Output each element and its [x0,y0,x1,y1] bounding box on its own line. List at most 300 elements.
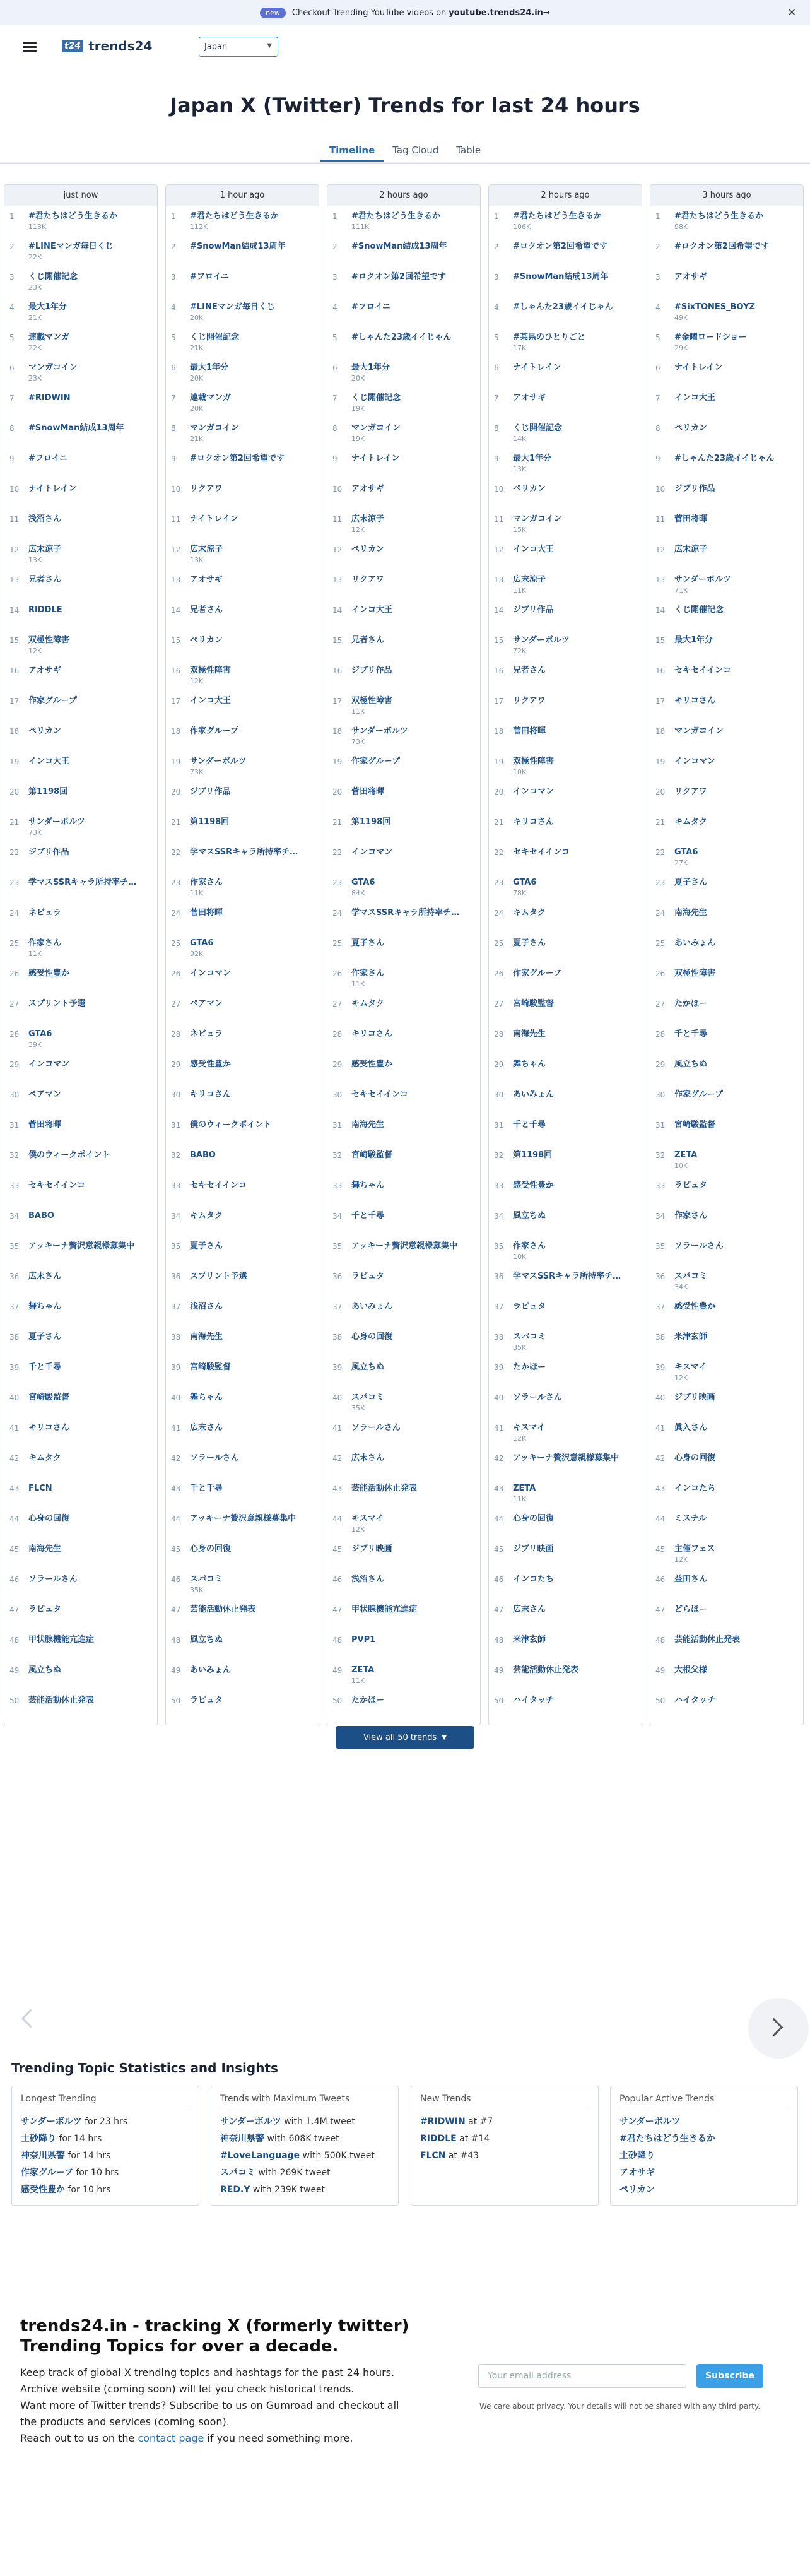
stats-trend-link[interactable]: #君たちはどう生きるか [619,2134,715,2144]
trend-link[interactable]: サンダーボルツ [190,757,247,766]
trend-link[interactable]: 甲状腺機能亢進症 [28,1635,95,1645]
stats-trend-link[interactable]: #RIDWIN [420,2117,466,2127]
trend-link[interactable]: マンガコイン [513,514,562,524]
trend-link[interactable]: #SixTONES_BOYZ [674,302,755,312]
trend-link[interactable]: 菅田将暉 [190,908,223,918]
trend-link[interactable]: BABO [28,1211,54,1220]
next-arrow-icon[interactable] [748,1998,809,2059]
trend-link[interactable]: 最大1年分 [351,363,390,372]
trend-link[interactable]: #某県のひとりごと [513,333,585,342]
trend-link[interactable]: 双極性障害 [28,635,70,645]
trend-link[interactable]: スプリント予選 [190,1272,247,1281]
trend-link[interactable]: 甲状腺機能亢進症 [351,1605,418,1614]
email-input[interactable]: Your email address [478,2364,686,2388]
trend-link[interactable]: ナイトレイン [351,454,400,463]
trend-link[interactable]: 南海先生 [674,908,708,918]
trend-link[interactable]: ラピュタ [190,1696,223,1705]
trend-link[interactable]: アッキーナ贅沢意親様募集中 [28,1241,135,1251]
view-all-trends-button[interactable] [336,1726,474,1749]
trend-link[interactable]: 広末さん [513,1605,546,1614]
trend-link[interactable]: #金曜ロードショー [674,333,747,342]
trend-link[interactable]: #しゃんた23歳イイじゃん [351,333,452,342]
stats-trend-link[interactable]: サンダーボルツ [220,2117,281,2127]
trend-item [650,844,803,874]
trend-link[interactable]: 大根父様 [674,1665,708,1675]
trend-link[interactable]: 作家さん [190,878,223,887]
trend-link[interactable]: 学マスSSRキャラ所持率チ… [351,908,460,918]
trend-link[interactable]: #ロクオン第2回希望です [351,272,446,281]
trend-link[interactable]: 広末さん [190,1423,223,1433]
trend-link[interactable]: 風立ちぬ [351,1362,385,1372]
trend-link[interactable]: 芸能活動休止発表 [351,1484,418,1493]
country-select[interactable] [199,37,278,57]
trend-link[interactable]: ZETA [351,1665,375,1675]
trend-link[interactable]: 宮崎駿監督 [28,1393,70,1402]
trend-link[interactable]: 作家さん [513,1241,546,1251]
stats-trend-link[interactable]: 作家グループ [21,2168,73,2178]
stats-heading: Trending Topic Statistics and Insights [11,2060,278,2076]
trend-link[interactable]: ペアマン [190,999,223,1008]
stats-trend-link[interactable]: 感受性豊か [21,2185,65,2195]
trend-link[interactable]: 南海先生 [190,1332,223,1342]
trend-link[interactable]: 芸能活動休止発表 [28,1696,95,1705]
trend-item [166,268,319,298]
trend-link[interactable]: ソラールさん [190,1453,239,1463]
stats-trend-link[interactable]: 土砂降り [21,2134,56,2144]
trend-link[interactable]: 菅田将暉 [513,726,546,736]
trend-link[interactable]: キリコさん [28,1423,69,1433]
trend-link[interactable]: #ロクオン第2回希望です [513,242,608,251]
trend-link[interactable]: 双極性障害 [351,696,393,706]
trend-link[interactable]: PVP1 [351,1635,376,1645]
trend-link[interactable]: #LINEマンガ毎日くじ [28,242,114,251]
trend-link[interactable]: 舞ちゃん [513,1060,546,1069]
trend-link[interactable]: ジブリ映画 [351,1544,392,1554]
stats-trend-link[interactable]: 神奈川県警 [220,2134,264,2144]
hamburger-icon[interactable] [23,40,37,54]
trend-link[interactable]: 風立ちぬ [674,1060,708,1069]
trend-link[interactable]: 心身の回復 [513,1514,555,1523]
trend-link[interactable]: 学マスSSRキャラ所持率チ… [28,878,137,887]
trend-link[interactable]: 感受性豊か [28,969,70,978]
trend-link[interactable]: キムタク [28,1453,61,1463]
trend-link[interactable]: スパコミ [674,1272,708,1281]
trend-column [327,184,481,1725]
trend-link[interactable]: キリコさん [351,1029,392,1039]
trend-link[interactable]: 舞ちゃん [28,1302,62,1311]
trend-link[interactable]: 夏子さん [190,1241,223,1251]
trend-link[interactable]: あいみょん [513,1090,555,1099]
trend-link[interactable]: ジブリ作品 [674,484,715,493]
trend-link[interactable]: スパコミ [351,1393,385,1402]
trend-link[interactable]: 宮崎駿監督 [674,1120,716,1130]
trend-item [489,1540,642,1571]
stats-card [11,2086,199,2206]
trend-link[interactable]: GTA6 [190,938,214,948]
trend-link[interactable]: インコマン [351,848,393,857]
trend-link[interactable]: キリコさん [190,1090,231,1099]
trend-link[interactable]: 米津玄師 [674,1332,708,1342]
trend-link[interactable]: ラピュタ [674,1181,708,1190]
banner-link[interactable]: youtube.trends24.in→ [449,8,550,18]
trend-link[interactable]: セキセイインコ [674,666,731,675]
trend-link[interactable]: ナイトレイン [513,363,561,372]
trend-link[interactable]: サンダーボルツ [674,575,731,584]
tab-timeline[interactable]: Timeline [320,141,384,162]
trend-link[interactable]: くじ開催記念 [674,605,724,615]
contact-page-link[interactable]: contact page [138,2432,204,2444]
trend-link[interactable]: 作家グループ [190,726,238,736]
trend-link[interactable]: 兄者さん [513,666,546,675]
trend-link[interactable]: 芸能活動休止発表 [190,1605,256,1614]
trend-link[interactable]: 兄者さん [28,575,62,584]
trend-link[interactable]: リクアワ [513,696,546,706]
trend-link[interactable]: インコたち [674,1484,716,1493]
trend-link[interactable]: リクアワ [674,787,707,796]
stats-trend-link[interactable]: RED.Y [220,2185,250,2195]
trend-link[interactable]: 千と千尋 [513,1120,546,1130]
trend-link[interactable]: セキセイインコ [513,848,570,857]
trend-link[interactable]: 感受性豊か [190,1060,232,1069]
trend-link[interactable]: 心身の回復 [351,1332,393,1342]
trend-link[interactable]: 南海先生 [513,1029,546,1039]
trend-link[interactable]: キムタク [674,817,707,827]
trend-link[interactable]: 米津玄師 [513,1635,546,1645]
trend-link[interactable]: 広末涼子 [674,545,708,554]
trend-link[interactable]: 作家グループ [351,757,400,766]
trend-link[interactable]: ソラールさん [28,1575,78,1584]
stats-trend-link[interactable]: スパコミ [220,2168,255,2178]
trend-link[interactable]: ZETA [674,1150,698,1160]
trend-link[interactable]: #しゃんた23歳イイじゃん [513,302,613,312]
trend-link[interactable]: 広末涼子 [513,575,546,584]
trend-link[interactable]: くじ開催記念 [513,423,563,433]
trend-item [327,995,480,1025]
trend-link[interactable]: 感受性豊か [513,1181,555,1190]
trend-link[interactable]: キスマイ [513,1423,546,1433]
trend-link[interactable]: キスマイ [351,1514,384,1523]
trend-link[interactable]: インコ大王 [28,757,70,766]
tab-tag-cloud[interactable]: Tag Cloud [392,145,439,156]
trend-link[interactable]: 双極性障害 [674,969,716,978]
trend-link[interactable]: キリコさん [674,696,715,706]
trend-link[interactable]: アオサギ [351,484,384,493]
trend-link[interactable]: たかほー [674,999,708,1008]
trend-link[interactable]: サンダーボルツ [28,817,85,827]
stats-trend-link[interactable]: ペリカン [619,2185,655,2195]
trend-link[interactable]: ジブリ作品 [28,848,69,857]
tab-table[interactable]: Table [456,145,481,156]
trend-item [650,1480,803,1510]
trend-link[interactable]: ラピュタ [513,1302,546,1311]
trend-link[interactable]: #SnowMan結成13周年 [28,423,124,433]
trend-link[interactable]: ソラールさん [351,1423,401,1433]
trend-link[interactable]: 広末涼子 [28,545,62,554]
trend-link[interactable]: くじ開催記念 [28,272,78,281]
trend-link[interactable]: 学マスSSRキャラ所持率チ… [190,848,298,857]
trend-link[interactable]: キスマイ [674,1362,707,1372]
trend-link[interactable]: ペリカン [351,545,384,554]
trend-link[interactable]: 眞入さん [674,1423,708,1433]
trend-link[interactable]: ナイトレイン [28,484,77,493]
trend-link[interactable]: 南海先生 [28,1544,62,1554]
trend-link[interactable]: ミスチル [674,1514,707,1523]
trend-link[interactable]: サンダーボルツ [513,635,570,645]
trend-link[interactable]: 作家さん [351,969,385,978]
trend-link[interactable]: #君たちはどう生きるか [674,211,763,221]
trend-link[interactable]: 宮崎駿監督 [351,1150,393,1160]
trend-link[interactable]: #SnowMan結成13周年 [351,242,447,251]
trend-link[interactable]: #フロイニ [190,272,229,281]
trend-link[interactable]: 最大1年分 [674,635,713,645]
trend-link[interactable]: ジブリ映画 [513,1544,554,1554]
trend-link[interactable]: あいみょん [190,1665,232,1675]
trend-link[interactable]: FLCN [28,1484,52,1493]
trend-link[interactable]: 千と千尋 [190,1484,223,1493]
trend-link[interactable]: インコ大王 [513,545,555,554]
trend-link[interactable]: 双極性障害 [513,757,555,766]
trend-link[interactable]: ペリカン [190,635,223,645]
trend-link[interactable]: 夏子さん [674,878,708,887]
trend-link[interactable]: #フロイニ [28,454,68,463]
trend-link[interactable]: #君たちはどう生きるか [190,211,279,221]
trend-link[interactable]: インコマン [674,757,716,766]
trend-link[interactable]: 感受性豊か [674,1302,716,1311]
stats-trend-link[interactable]: サンダーボルツ [619,2117,681,2127]
stats-trend-link[interactable]: 神奈川県警 [21,2151,65,2161]
trend-rank: 25 [332,939,343,948]
trend-link[interactable]: アオサギ [674,272,707,281]
trend-link[interactable]: 心身の回復 [674,1453,716,1463]
trend-link[interactable]: ジブリ作品 [190,787,231,796]
trend-link[interactable]: キムタク [513,908,546,918]
trend-link[interactable]: 第1198回 [351,817,391,827]
trend-link[interactable]: くじ開催記念 [190,333,240,342]
trend-rank: 14 [9,606,20,615]
trend-link[interactable]: インコ大王 [351,605,393,615]
trend-link[interactable]: アッキーナ贅沢意親様募集中 [190,1514,296,1523]
trend-link[interactable]: 菅田将暉 [28,1120,62,1130]
trend-link[interactable]: 浅沼さん [190,1302,223,1311]
trend-link[interactable]: 兄者さん [351,635,385,645]
trend-link[interactable]: サンダーボルツ [351,726,408,736]
trend-link[interactable]: ハイタッチ [674,1696,716,1705]
trend-link[interactable]: #フロイニ [351,302,390,312]
trend-link[interactable]: ネビュラ [28,908,62,918]
trend-link[interactable]: ペアマン [28,1090,62,1099]
previous-arrow-icon[interactable] [0,1988,50,2051]
trend-link[interactable]: たかほー [513,1362,546,1372]
trend-link[interactable]: 宮崎駿監督 [513,999,555,1008]
trend-link[interactable]: 舞ちゃん [351,1181,385,1190]
trend-link[interactable]: 益田さん [674,1575,708,1584]
subscribe-button[interactable]: Subscribe [696,2364,763,2388]
trend-link[interactable]: 広末涼子 [351,514,385,524]
trend-link[interactable]: 芸能活動休止発表 [513,1665,579,1675]
trend-link[interactable]: #しゃんた23歳イイじゃん [674,454,775,463]
trend-rank: 46 [171,1575,181,1584]
trend-link[interactable]: リクアワ [351,575,384,584]
trend-link[interactable]: リクアワ [190,484,223,493]
close-icon[interactable]: ✕ [787,6,796,18]
trend-link[interactable]: 作家グループ [513,969,561,978]
trend-item [4,1116,157,1147]
trend-link[interactable]: #君たちはどう生きるか [28,211,117,221]
trend-link[interactable]: どらほー [674,1605,708,1614]
trend-link[interactable]: 連載マンガ [28,333,70,342]
trend-link[interactable]: インコマン [513,787,555,796]
trend-link[interactable]: GTA6 [513,878,537,887]
trend-link[interactable]: 最大1年分 [28,302,68,312]
trend-link[interactable]: くじ開催記念 [351,393,401,403]
trend-link[interactable]: ソラールさん [674,1241,724,1251]
trend-link[interactable]: 宮崎駿監督 [190,1362,232,1372]
trend-link[interactable]: 最大1年分 [513,454,552,463]
trend-item [166,359,319,389]
trend-link[interactable]: セキセイインコ [190,1181,247,1190]
trend-link[interactable]: キリコさん [513,817,554,827]
trend-link[interactable]: ハイタッチ [513,1696,555,1705]
trend-link[interactable]: アオサギ [28,666,61,675]
trend-link[interactable]: アオサギ [190,575,223,584]
trend-link[interactable]: ナイトレイン [674,363,723,372]
stats-trend-link[interactable]: サンダーボルツ [21,2117,82,2127]
trend-link[interactable]: ペリカン [28,726,61,736]
trend-link[interactable]: スパコミ [190,1575,223,1584]
trend-item [166,965,319,995]
trend-link[interactable]: 風立ちぬ [190,1635,223,1645]
trend-link[interactable]: 夏子さん [513,938,546,948]
trend-link[interactable]: GTA6 [28,1029,52,1039]
trend-link[interactable]: ラピュタ [28,1605,62,1614]
trend-link[interactable]: あいみょん [674,938,716,948]
trend-link[interactable]: スプリント予選 [28,999,86,1008]
trend-link[interactable]: セキセイインコ [351,1090,408,1099]
trend-link[interactable]: RIDDLE [28,605,62,615]
trend-link[interactable]: 千と千尋 [351,1211,385,1220]
site-logo[interactable] [62,38,152,54]
trend-link[interactable]: ナイトレイン [190,514,238,524]
stats-trend-link[interactable]: #LoveLanguage [220,2151,300,2161]
stats-trend-link[interactable]: FLCN [420,2151,446,2161]
trend-link[interactable]: ペリカン [513,484,546,493]
trend-link[interactable]: インコ大王 [674,393,716,403]
trend-link[interactable]: 兄者さん [190,605,223,615]
trend-link[interactable]: インコマン [190,969,232,978]
trend-link[interactable]: 浅沼さん [351,1575,385,1584]
trend-link[interactable]: ソラールさん [513,1393,562,1402]
trend-link[interactable]: 双極性障害 [190,666,232,675]
trend-link[interactable]: 連載マンガ [190,393,232,403]
trend-link[interactable]: 学マスSSRキャラ所持率チ… [513,1272,621,1281]
trend-link[interactable]: セキセイインコ [28,1181,85,1190]
trend-link[interactable]: 菅田将暉 [351,787,385,796]
trend-link[interactable]: マンガコイン [190,423,239,433]
trend-link[interactable]: #君たちはどう生きるか [351,211,440,221]
trend-link[interactable]: アッキーナ贅沢意親様募集中 [351,1241,458,1251]
trend-link[interactable]: マンガコイン [351,423,401,433]
trend-item [4,874,157,904]
trend-link[interactable]: 広末涼子 [190,545,223,554]
trend-link[interactable]: BABO [190,1150,216,1160]
trend-link[interactable]: 広末さん [28,1272,62,1281]
trend-rank: 47 [9,1605,20,1614]
trend-link[interactable]: 僕のウィークポイント [28,1150,110,1160]
trend-link[interactable]: ジブリ作品 [351,666,392,675]
trend-link[interactable]: 心身の回復 [190,1544,232,1554]
trend-link[interactable]: インコマン [28,1060,70,1069]
trend-link[interactable]: マンガコイン [674,726,724,736]
trend-link[interactable]: #SnowMan結成13周年 [513,272,609,281]
trend-link[interactable]: #SnowMan結成13周年 [190,242,286,251]
trend-item [327,238,480,268]
trend-link[interactable]: 夏子さん [28,1332,62,1342]
trend-link[interactable]: ラピュタ [351,1272,385,1281]
trend-link[interactable]: たかほー [351,1696,385,1705]
trend-link[interactable]: キムタク [351,999,384,1008]
trend-item [327,1450,480,1480]
trend-link[interactable]: 浅沼さん [28,514,62,524]
trend-link[interactable]: ジブリ映画 [674,1393,715,1402]
stats-trend-link[interactable]: アオサギ [619,2168,655,2178]
trend-link[interactable]: 夏子さん [351,938,385,948]
trend-link[interactable]: #LINEマンガ毎日くじ [190,302,275,312]
trend-link[interactable]: 風立ちぬ [513,1211,546,1220]
trend-link[interactable]: #君たちはどう生きるか [513,211,602,221]
trend-link[interactable]: 千と千尋 [28,1362,62,1372]
trend-link[interactable]: アオサギ [513,393,546,403]
trend-link[interactable]: 最大1年分 [190,363,229,372]
trend-link[interactable]: 作家グループ [674,1090,723,1099]
trend-link[interactable]: #ロクオン第2回希望です [674,242,769,251]
trend-link[interactable]: ネビュラ [190,1029,223,1039]
trend-link[interactable]: 風立ちぬ [28,1665,62,1675]
trend-link[interactable]: #RIDWIN [28,393,71,403]
trend-link[interactable]: 作家グループ [28,696,77,706]
trend-link[interactable]: アッキーナ贅沢意親様募集中 [513,1453,619,1463]
trend-link[interactable]: インコ大王 [190,696,232,706]
trend-link[interactable]: 僕のウィークポイント [190,1120,272,1130]
trend-link[interactable]: 第1198回 [28,787,68,796]
trend-link[interactable]: あいみょん [351,1302,393,1311]
trend-link[interactable]: ジブリ作品 [513,605,554,615]
trend-link[interactable]: #ロクオン第2回希望です [190,454,285,463]
trend-link[interactable]: ペリカン [674,423,707,433]
trend-link[interactable]: 千と千尋 [674,1029,708,1039]
trend-link[interactable]: マンガコイン [28,363,78,372]
trend-link[interactable]: GTA6 [674,848,698,857]
trend-link[interactable]: 作家さん [28,938,62,948]
trend-link[interactable]: 心身の回復 [28,1514,70,1523]
trend-link[interactable]: 第1198回 [190,817,230,827]
stats-trend-link[interactable]: RIDDLE [420,2134,457,2144]
trend-link[interactable]: 南海先生 [351,1120,385,1130]
trend-link[interactable]: 感受性豊か [351,1060,393,1069]
trend-link[interactable]: GTA6 [351,878,375,887]
trend-link[interactable]: 芸能活動休止発表 [674,1635,741,1645]
trend-link[interactable]: 作家さん [674,1211,708,1220]
stats-trend-link[interactable]: 土砂降り [619,2151,655,2161]
trend-link[interactable]: キムタク [190,1211,223,1220]
trend-link[interactable]: 第1198回 [513,1150,553,1160]
trend-link[interactable]: 舞ちゃん [190,1393,223,1402]
trend-link[interactable]: 広末さん [351,1453,385,1463]
trend-link[interactable]: 主催フェス [674,1544,715,1554]
trend-link[interactable]: スパコミ [513,1332,546,1342]
trend-link[interactable]: インコたち [513,1575,555,1584]
trend-link[interactable]: 菅田将暉 [674,514,708,524]
trend-link[interactable]: ZETA [513,1484,536,1493]
